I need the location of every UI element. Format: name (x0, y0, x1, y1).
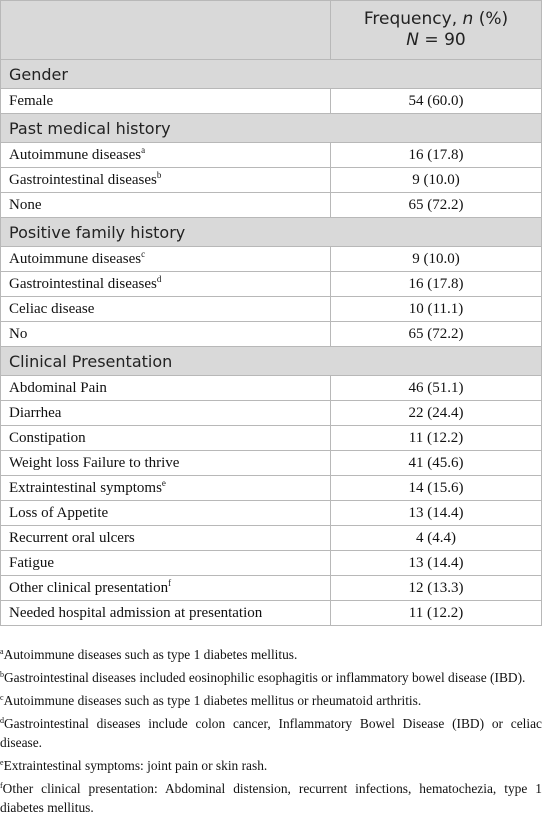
row-label-cell (1, 322, 331, 347)
header-total-value: = 90 (419, 30, 466, 50)
row-value: 16 (17.8) (331, 143, 542, 168)
row-label-cell (1, 526, 331, 551)
table-row (1, 168, 542, 193)
row-value: 13 (14.4) (331, 501, 542, 526)
row-value: 65 (72.2) (331, 193, 542, 218)
footnote-text: Gastrointestinal diseases include colon cancer, Inflammatory Bowel Disease (IBD) or celiac disease. (0, 716, 542, 750)
row-label: Weight loss Failure to thrive (9, 454, 180, 471)
row-label: Celiac disease (9, 300, 95, 317)
table-row (1, 272, 542, 297)
section-header-row (1, 60, 542, 89)
row-label-cell (1, 89, 331, 114)
table-row (1, 247, 542, 272)
row-label-cell (1, 576, 331, 601)
row-label-cell (1, 168, 331, 193)
footnote-marker: e (161, 477, 166, 488)
row-label: Fatigue (9, 554, 54, 571)
table-row (1, 476, 542, 501)
row-label: Abdominal Pain (9, 379, 107, 396)
row-label: Female (9, 92, 54, 109)
row-label: Diarrhea (9, 404, 62, 421)
row-value: 11 (12.2) (331, 426, 542, 451)
row-value: 13 (14.4) (331, 551, 542, 576)
row-label: Gastrointestinal diseases (9, 171, 157, 188)
row-value: 46 (51.1) (331, 376, 542, 401)
row-value: 14 (15.6) (331, 476, 542, 501)
footnote (0, 756, 542, 775)
footnote-mark: c (0, 693, 4, 702)
row-label-cell (1, 551, 331, 576)
row-label: Extraintestinal symptoms (9, 479, 162, 496)
row-value: 22 (24.4) (331, 401, 542, 426)
section-title: Past medical history (1, 114, 542, 143)
row-value: 9 (10.0) (331, 168, 542, 193)
footnote-text: Gastrointestinal diseases included eosinophilic esophagitis or inflammatory bowel disease (IBD). (4, 670, 526, 685)
table-row (1, 401, 542, 426)
table-row (1, 551, 542, 576)
header-total-symbol: N (406, 30, 420, 50)
row-label-cell (1, 193, 331, 218)
row-label: Needed hospital admission at presentation (9, 604, 263, 621)
row-value: 12 (13.3) (331, 576, 542, 601)
row-value: 65 (72.2) (331, 322, 542, 347)
table-row (1, 89, 542, 114)
header-percent-label: (%) (473, 9, 509, 29)
footnote-marker: d (156, 273, 162, 284)
row-label-cell (1, 451, 331, 476)
header-empty-cell (1, 1, 331, 60)
row-label-cell (1, 401, 331, 426)
footnote-text: Other clinical presentation: Abdominal distension, recurrent infections, hematochezia, type 1 diabetes mellitus. (0, 781, 542, 815)
row-value: 11 (12.2) (331, 601, 542, 626)
table-row (1, 501, 542, 526)
footnote-mark: e (0, 758, 4, 767)
section-header-row (1, 218, 542, 247)
row-value: 41 (45.6) (331, 451, 542, 476)
section-title: Clinical Presentation (1, 347, 542, 376)
table-row (1, 143, 542, 168)
footnote (0, 779, 542, 817)
table-header-row (1, 1, 542, 60)
footnote-text: Autoimmune diseases such as type 1 diabetes mellitus or rheumatoid arthritis. (3, 693, 422, 708)
row-value: 16 (17.8) (331, 272, 542, 297)
row-label-cell (1, 501, 331, 526)
row-label: None (9, 196, 42, 213)
row-label-cell (1, 426, 331, 451)
row-label: Autoimmune diseases (9, 250, 142, 267)
row-label: Constipation (9, 429, 86, 446)
row-label-cell (1, 247, 331, 272)
table-row (1, 576, 542, 601)
footnote (0, 714, 542, 752)
row-value: 10 (11.1) (331, 297, 542, 322)
row-label-cell (1, 376, 331, 401)
footnote (0, 645, 542, 664)
table-row (1, 526, 542, 551)
row-label: Recurrent oral ulcers (9, 529, 135, 546)
table-row (1, 426, 542, 451)
footnote (0, 668, 542, 687)
table-row (1, 322, 542, 347)
footnote-marker: a (141, 144, 146, 155)
table-row (1, 376, 542, 401)
header-frequency-cell (331, 1, 542, 60)
row-label: No (9, 325, 28, 342)
footnote-marker: b (156, 169, 162, 180)
row-value: 4 (4.4) (331, 526, 542, 551)
row-value: 9 (10.0) (331, 247, 542, 272)
row-label-cell (1, 476, 331, 501)
header-frequency-line1 (331, 9, 541, 30)
footnote-text: Autoimmune diseases such as type 1 diabetes mellitus. (3, 647, 298, 662)
footnote-mark: a (0, 647, 4, 656)
table-row (1, 193, 542, 218)
row-value: 54 (60.0) (331, 89, 542, 114)
footnote-marker: c (141, 248, 146, 259)
section-header-row (1, 114, 542, 143)
row-label: Loss of Appetite (9, 504, 109, 521)
header-n-symbol: n (462, 9, 474, 29)
table-row (1, 297, 542, 322)
table-row (1, 601, 542, 626)
footnote-mark: f (0, 781, 3, 790)
section-header-row (1, 347, 542, 376)
row-label: Other clinical presentation (9, 579, 169, 596)
row-label-cell (1, 272, 331, 297)
section-title: Gender (1, 60, 542, 89)
table-row (1, 451, 542, 476)
footnote-mark: d (0, 716, 4, 725)
row-label: Autoimmune diseases (9, 146, 142, 163)
row-label-cell (1, 601, 331, 626)
section-title: Positive family history (1, 218, 542, 247)
footnote (0, 691, 542, 710)
row-label-cell (1, 297, 331, 322)
row-label-cell (1, 143, 331, 168)
header-frequency-line2 (331, 30, 541, 51)
footnote-text: Extraintestinal symptoms: joint pain or skin rash. (3, 758, 268, 773)
header-frequency-label: Frequency, (363, 9, 463, 29)
footnotes (0, 645, 542, 821)
footnote-marker: f (168, 577, 172, 588)
footnote-mark: b (0, 670, 4, 679)
row-label: Gastrointestinal diseases (9, 275, 157, 292)
